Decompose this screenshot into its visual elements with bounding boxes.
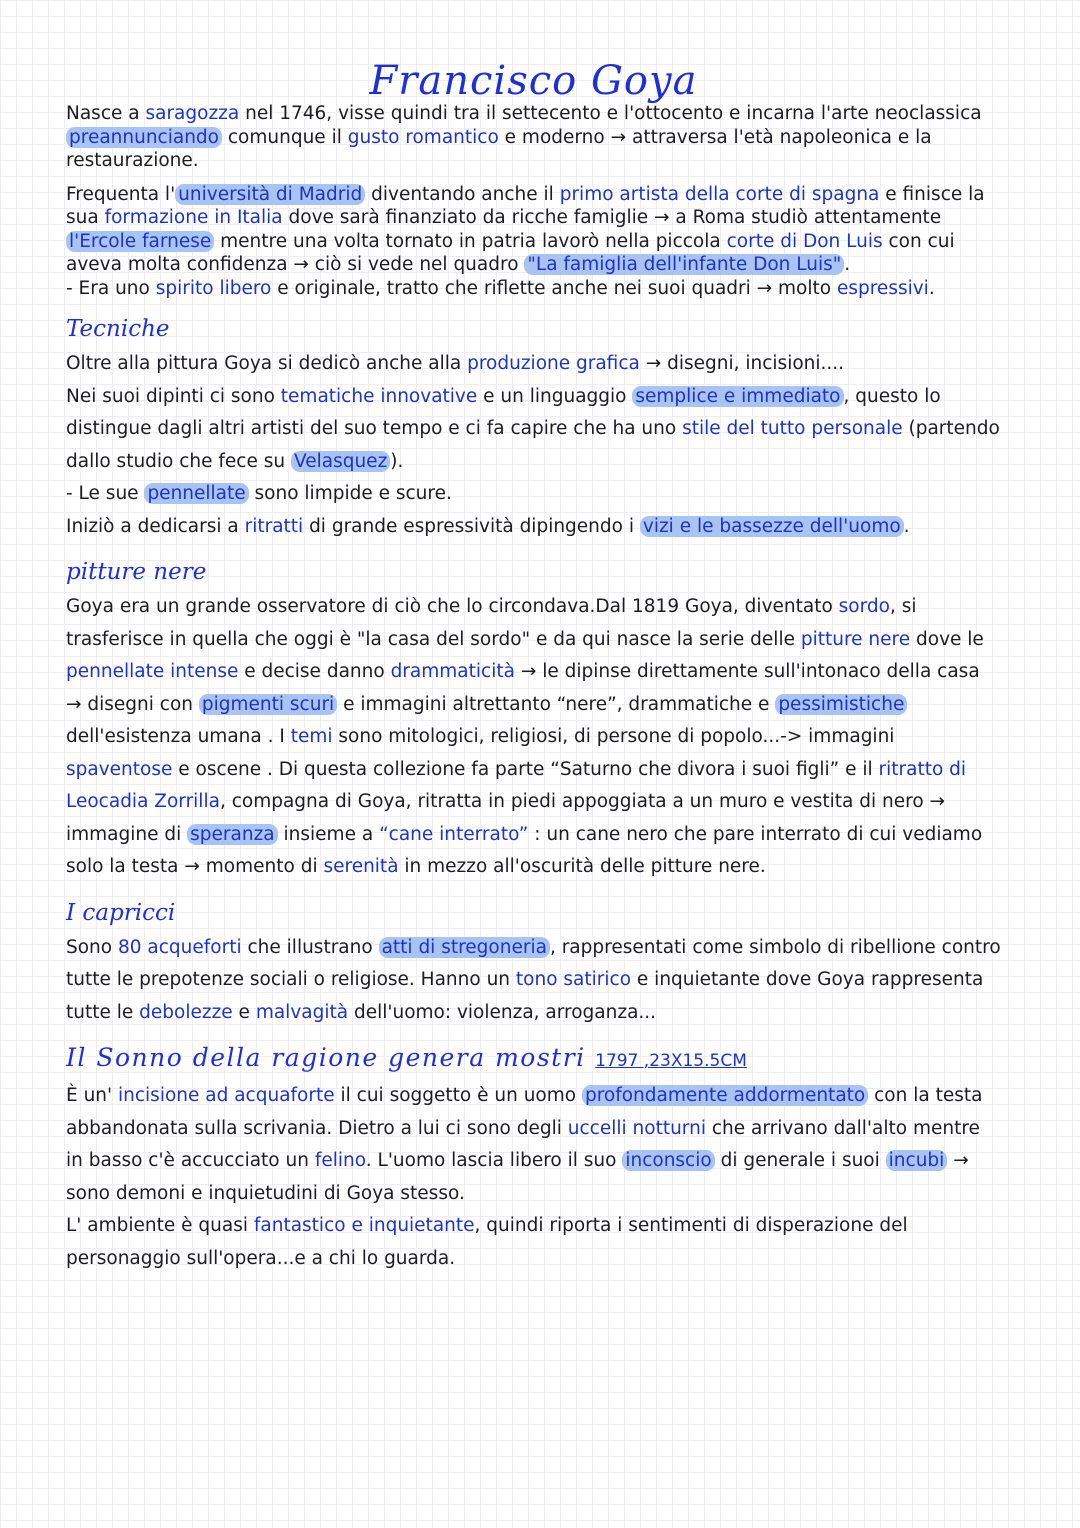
notes-page	[66, 58, 1001, 1275]
bio-paragraph-2: Frequenta l' università di Madrid diventando anche il primo artista della corte di spagna e finisce la sua formazione in Italia dove sarà finanziato da ricche famiglie → a Roma studiò attentamente l'Ercole farnese mentre una volta tornato in patria lavorò nella piccola corte di Don Luis con cui aveva molta confidenza → ciò si vede nel quadro "La famiglia dell'infante Don Luis" .	[66, 183, 985, 275]
heading-tecniche: Tecniche	[66, 316, 170, 342]
bio-paragraph-3: - Era uno spirito libero e originale, tratto che riflette anche nei suoi quadri → molto espressivi.	[66, 277, 935, 299]
tecniche-line-2: Nei suoi dipinti ci sono tematiche innovative e un linguaggio semplice e immediato , questo lo distingue dagli altri artisti del suo tempo e ci fa capire che ha uno stile del tutto personale (partendo dallo studio che fece su Velasquez ).	[66, 385, 1000, 472]
tecniche-line-1: Oltre alla pittura Goya si dedicò anche alla produzione grafica → disegni, incisioni....	[66, 353, 845, 374]
bio-paragraph-1: Nasce a saragozza nel 1746, visse quindi tra il settecento e l'ottocento e incarna l'arte neoclassica preannunciando comunque il gusto romantico e moderno → attraversa l'età napoleonica e la restaurazione.	[66, 103, 982, 171]
heading-capricci: I capricci	[66, 899, 176, 926]
tecniche-line-4: Iniziò a dedicarsi a ritratti di grande espressività dipingendo i vizi e le bassezze dell'uomo .	[66, 515, 910, 537]
artwork-dimensions: 1797 ,23X15.5CM	[595, 1051, 747, 1071]
sonno-paragraph: È un' incisione ad acquaforte il cui soggetto è un uomo profondamente addormentato con la testa abbandonata sulla scrivania. Dietro a lui ci sono degli uccelli notturni che arrivano dall'alto mentre in basso c'è accucciato un felino. L'uomo lascia libero il suo inconscio di generale i suoi incubi → sono demoni e inquietudini di Goya stesso.	[66, 1085, 983, 1204]
page-title: Francisco Goya	[369, 58, 698, 104]
sonno-paragraph-2: L' ambiente è quasi fantastico e inquietante, quindi riporta i sentimenti di disperazione del personaggio sull'opera...e a chi lo guarda.	[66, 1215, 908, 1269]
pitture-paragraph: Goya era un grande osservatore di ciò che lo circondava.Dal 1819 Goya, diventato sordo, si trasferisce in quella che oggi è "la casa del sordo" e da qui nasce la serie delle pitture nere dove le pennellate intense e decise danno drammaticità → le dipinse direttamente sull'intonaco della casa → disegni con pigmenti scuri e immagini altrettanto “nere”, drammatiche e pessimistiche dell'esistenza umana . I temi sono mitologici, religiosi, di persone di popolo...-> immagini spaventose e oscene . Di questa collezione fa parte “Saturno che divora i suoi figli” e il ritratto di Leocadia Zorrilla, compagna di Goya, ritratta in piedi appoggiata a un muro e vestita di nero → immagine di speranza insieme a “cane interrato” : un cane nero che pare interrato di cui vediamo solo la testa → momento di serenità in mezzo all'oscurità delle pitture nere.	[66, 596, 984, 877]
heading-pitture-nere: pitture nere	[66, 559, 207, 585]
capricci-paragraph: Sono 80 acqueforti che illustrano atti di stregoneria , rappresentati come simbolo di ribellione contro tutte le prepotenze sociali o religiose. Hanno un tono satirico e inquietante dove Goya rappresenta tutte le debolezze e malvagità dell'uomo: violenza, arroganza...	[66, 936, 1001, 1023]
tecniche-line-3: - Le sue pennellate sono limpide e scure.	[66, 483, 452, 504]
heading-sonno: Il Sonno della ragione genera mostri 1797 ,23X15.5CM	[66, 1043, 747, 1072]
